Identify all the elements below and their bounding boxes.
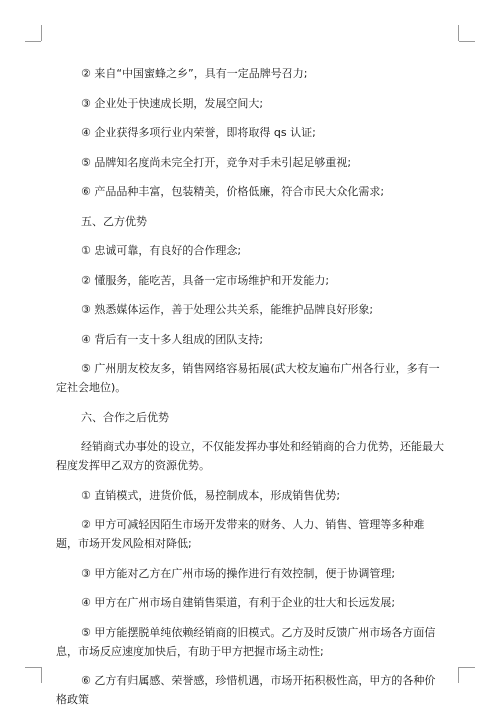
- crop-mark-bottom-left: [41, 667, 42, 683]
- list-item: ⑥ 乙方有归属感、荣誉感，珍惜机遇，市场开拓积极性高，甲方的各种价格政策: [56, 674, 436, 706]
- list-item: ① 直销模式，进货价低，易控制成本，形成销售优势;: [81, 488, 341, 502]
- crop-mark-bottom-right: [459, 667, 475, 668]
- list-item: ① 忠诚可靠，有良好的合作理念;: [81, 244, 242, 257]
- list-item: ④ 企业获得多项行业内荣誉，即将取得 qs 认证;: [81, 126, 316, 139]
- section-heading: 五、乙方优势: [81, 214, 147, 228]
- list-item: ② 来自“中国蜜蜂之乡”，具有一定品牌号召力;: [81, 67, 308, 80]
- crop-mark-top-right: [458, 25, 459, 41]
- list-item: ⑥ 产品品种丰富，包装精美，价格低廉，符合市民大众化需求;: [81, 185, 385, 198]
- body-paragraph: 经销商式办事处的设立，不仅能发挥办事处和经销商的合力优势，还能最大程度发挥甲乙双方的资源优势。: [56, 440, 444, 472]
- list-item: ④ 甲方在广州市场自建销售渠道，有利于企业的壮大和长远发展;: [81, 596, 396, 609]
- section-heading: 六、合作之后优势: [81, 410, 169, 424]
- list-item: ③ 熟悉媒体运作，善于处理公共关系，能维护品牌良好形象;: [81, 303, 374, 316]
- list-item: ④ 背后有一支十多人组成的团队支持;: [81, 332, 264, 346]
- list-item: ③ 甲方能对乙方在广州市场的操作进行有效控制，便于协调管理;: [81, 566, 396, 580]
- list-item: ⑤ 品牌知名度尚未完全打开，竞争对手未引起足够重视;: [81, 155, 352, 169]
- crop-mark-bottom-left: [25, 667, 41, 668]
- document-body: [56, 64, 446, 720]
- list-item: ② 甲方可减轻因陌生市场开发带来的财务、人力、销售、管理等多种难题，市场开发风险相对降低;: [56, 518, 425, 550]
- list-item: ③ 企业处于快速成长期，发展空间大;: [81, 96, 264, 110]
- list-item: ② 懂服务，能吃苦，具备一定市场维护和开发能力;: [81, 273, 330, 287]
- crop-mark-top-left: [25, 41, 41, 42]
- list-item: ⑤ 甲方能摆脱单纯依赖经销商的旧模式。乙方及时反馈广州市场各方面信息，市场反应速度加快后，有助于甲方把握市场主动性;: [56, 625, 436, 658]
- crop-mark-bottom-right: [458, 667, 459, 683]
- crop-mark-top-left: [41, 25, 42, 41]
- crop-mark-top-right: [459, 41, 475, 42]
- list-item: ⑤ 广州朋友校友多，销售网络容易拓展(武大校友遍布广州各行业，多有一定社会地位)。: [56, 362, 440, 394]
